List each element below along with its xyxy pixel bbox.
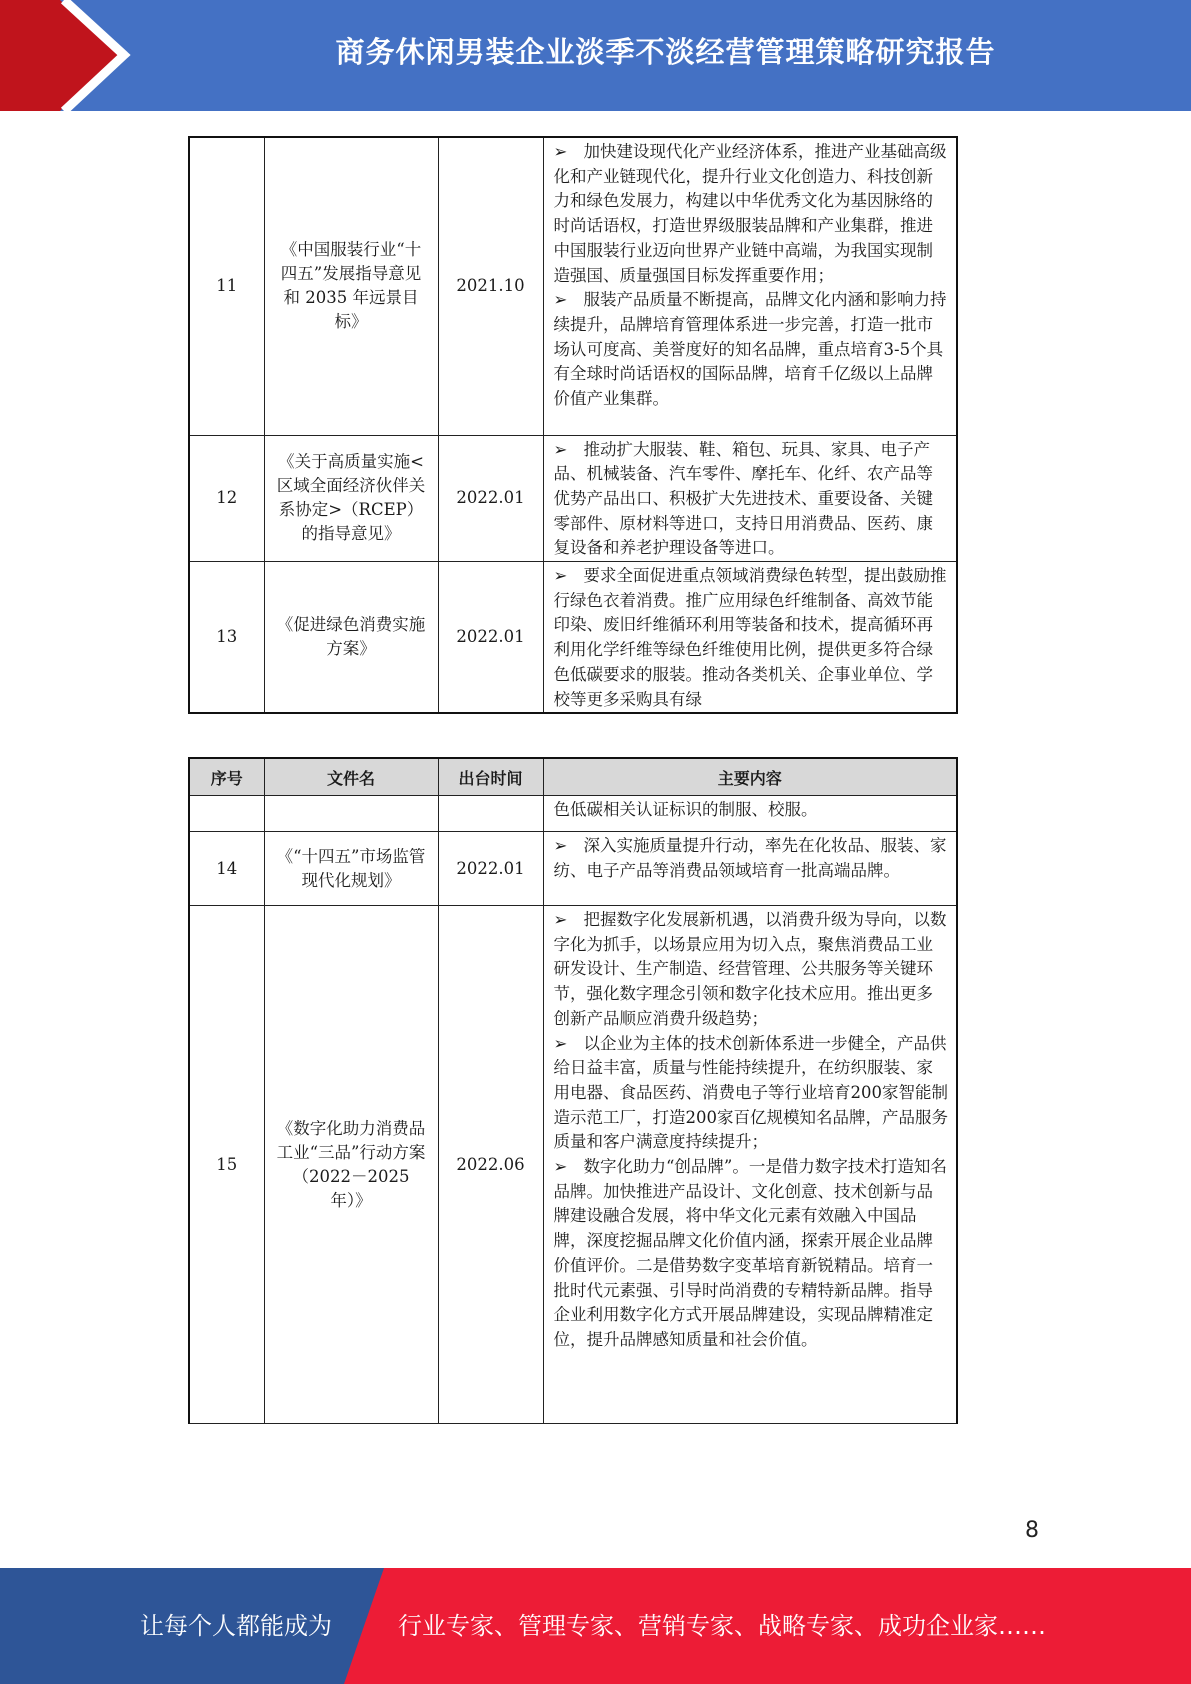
content-item: ➢ 推动扩大服装、鞋、箱包、玩具、家具、电子产品、机械装备、汽车零件、摩托车、化纤、农产品等优势产品出口、积极扩大先进技术、重要设备、关键零部件、原材料等进口，支持日用消费品、医药、康复设备和养老护理设备等进口。 <box>553 439 933 558</box>
footer-banner <box>0 1568 1191 1684</box>
table-row <box>189 137 957 435</box>
release-date: 2021.10 <box>438 137 543 435</box>
column-header-content: 主要内容 <box>543 758 957 796</box>
column-header-date: 出台时间 <box>438 758 543 796</box>
row-number: 13 <box>189 562 264 714</box>
table-header-row <box>189 758 957 796</box>
content-item: ➢ 深入实施质量提升行动，率先在化妆品、服装、家纺、电子产品等消费品领域培育一批高端品牌。 <box>553 836 947 880</box>
content-item: ➢ 服装产品质量不断提高，品牌文化内涵和影响力持续提升，品牌培育管理体系进一步完善，打造一批市场认可度高、美誉度好的知名品牌，重点培育3-5个具有全球时尚话语权的国际品牌，培育千亿级以上品牌价值产业集群。 <box>553 290 947 409</box>
content-item: ➢ 数字化助力“创品牌”。一是借力数字技术打造知名品牌。加快推进产品设计、文化创意、技术创新与品牌建设融合发展，将中华文化元素有效融入中国品牌，深度挖掘品牌文化价值内涵，探索开展企业品牌价值评价。二是借势数字变革培育新锐精品。培育一批时代元素强、引导时尚消费的专精特新品牌。指导企业利用数字化方式开展品牌建设，实现品牌精准定位，提升品牌感知质量和社会价值。 <box>553 1157 947 1349</box>
arrow-bullet-icon: ➢ <box>553 290 568 310</box>
arrow-bullet-icon: ➢ <box>553 910 568 929</box>
report-title: 商务休闲男装企业淡季不淡经营管理策略研究报告 <box>335 35 996 69</box>
release-date: 2022.01 <box>438 832 543 906</box>
main-content <box>543 137 957 435</box>
content-item: ➢ 要求全面促进重点领域消费绿色转型，提出鼓励推行绿色衣着消费。推广应用绿色纤维制备、高效节能印染、废旧纤维循环利用等装备和技术，提高循环再利用化学纤维等绿色纤维使用比例，提供更多符合绿色低碳要求的服装。推动各类机关、企事业单位、学校等更多采购具有绿 <box>553 566 947 709</box>
column-header-name: 文件名 <box>264 758 438 796</box>
table-row-continuation <box>189 796 957 832</box>
arrow-bullet-icon: ➢ <box>553 142 568 161</box>
release-date: 2022.01 <box>438 435 543 562</box>
main-content <box>543 906 957 1424</box>
release-date: 2022.06 <box>438 906 543 1424</box>
header-bar <box>0 0 1191 111</box>
document-name: 《数字化助力消费品工业“三品”行动方案（2022－2025 年）》 <box>264 906 438 1424</box>
content-item: ➢ 加快建设现代化产业经济体系，推进产业基础高级化和产业链现代化，提升行业文化创造力、科技创新力和绿色发展力，构建以中华优秀文化为基因脉络的时尚话语权，打造世界级服装品牌和产业集群，推进中国服装行业迈向世界产业链中高端，为我国实现制造强国、质量强国目标发挥重要作用； <box>553 142 947 285</box>
policy-table-part-1 <box>188 136 958 714</box>
arrow-bullet-icon: ➢ <box>553 566 568 586</box>
continued-content: 色低碳相关认证标识的制服、校服。 <box>543 796 957 832</box>
release-date: 2022.01 <box>438 562 543 714</box>
document-name: 《关于高质量实施<区域全面经济伙伴关系协定>（RCEP）的指导意见》 <box>264 435 438 562</box>
main-content <box>543 435 957 562</box>
red-chevron-logo <box>0 0 150 111</box>
table-row <box>189 435 957 562</box>
table-row <box>189 832 957 906</box>
document-name: 《“十四五”市场监管现代化规划》 <box>264 832 438 906</box>
page-number: 8 <box>1025 1518 1039 1543</box>
row-number: 14 <box>189 832 264 906</box>
arrow-bullet-icon: ➢ <box>553 836 568 855</box>
column-header-no: 序号 <box>189 758 264 796</box>
main-content <box>543 832 957 906</box>
row-number: 11 <box>189 137 264 435</box>
content-item: ➢ 把握数字化发展新机遇，以消费升级为导向，以数字化为抓手，以场景应用为切入点，聚焦消费品工业研发设计、生产制造、经营管理、公共服务等关键环节，强化数字理念引领和数字化技术应用。推出更多创新产品顺应消费升级趋势； <box>553 910 947 1028</box>
slogan-right: 行业专家、管理专家、营销专家、战略专家、成功企业家…… <box>398 1612 1046 1640</box>
policy-table-part-2 <box>188 757 958 1424</box>
row-number: 12 <box>189 435 264 562</box>
row-number: 15 <box>189 906 264 1424</box>
document-name: 《中国服装行业“十四五”发展指导意见和 2035 年远景目标》 <box>264 137 438 435</box>
slogan-left: 让每个人都能成为 <box>140 1612 332 1640</box>
table-row <box>189 906 957 1424</box>
main-content <box>543 562 957 714</box>
arrow-bullet-icon: ➢ <box>553 1033 568 1053</box>
document-name: 《促进绿色消费实施方案》 <box>264 562 438 714</box>
table-row <box>189 562 957 714</box>
content-item: ➢ 以企业为主体的技术创新体系进一步健全，产品供给日益丰富，质量与性能持续提升，在纺织服装、家用电器、食品医药、消费电子等行业培育200家智能制造示范工厂，打造200家百亿规模知名品牌，产品服务质量和客户满意度持续提升； <box>553 1033 948 1152</box>
arrow-bullet-icon: ➢ <box>553 439 568 459</box>
arrow-bullet-icon: ➢ <box>553 1157 568 1177</box>
